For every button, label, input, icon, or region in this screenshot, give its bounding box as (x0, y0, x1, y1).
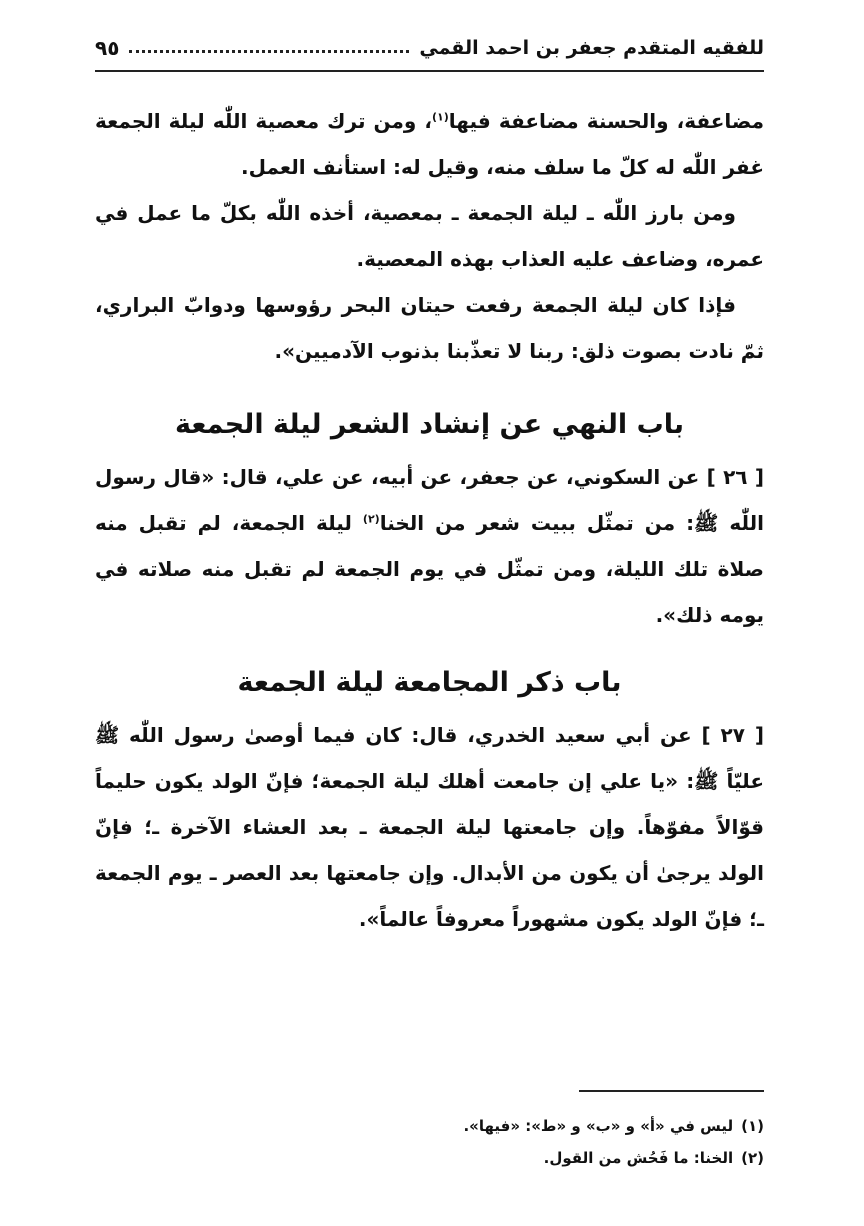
paragraph-text: ليلة الجمعة، لم تقبل منه صلاة تلك الليلة، ومن تمثّل في يوم الجمعة لم تقبل منه صلاته في يومه ذلك». (95, 511, 764, 627)
section-title: باب النهي عن إنشاد الشعر ليلة الجمعة (175, 409, 684, 440)
header-title: للفقيه المتقدم جعفر بن احمد القمي (419, 37, 764, 59)
hadith-paragraph (95, 454, 764, 638)
footnote-text: الخنا: ما فَحُش من القول. (543, 1149, 734, 1167)
page-number: ٩٥ (95, 36, 120, 60)
paragraph: فإذا كان ليلة الجمعة رفعت حيتان البحر رؤوسها ودوابّ البراري، ثمّ نادت بصوت ذلق: ربنا لا تعذّبنا بذنوب الآدميين». (95, 293, 764, 363)
footnote-separator (579, 1090, 764, 1092)
paragraph (95, 98, 764, 190)
paragraph-text: ، ومن ترك معصية اللّٰه ليلة الجمعة غفر اللّٰه له كلّ ما سلف منه، وقيل له: استأنف العمل. (95, 109, 764, 179)
footnote (95, 1142, 764, 1174)
footnote-text: ليس في «أ» و «ب» و «ط»: «فيها». (463, 1117, 734, 1135)
header-rule (95, 70, 764, 72)
footnote-marker: (٢) (362, 512, 380, 526)
section-title: باب ذكر المجامعة ليلة الجمعة (237, 667, 622, 698)
footnote (95, 1110, 764, 1142)
paragraph: ومن بارز اللّٰه ـ ليلة الجمعة ـ بمعصية، أخذه اللّٰه بكلّ ما عمل في عمره، وضاعف عليه العذاب بهذه المعصية. (95, 201, 764, 271)
footnotes (95, 1110, 764, 1174)
paragraph-text: [ ٢٦ ] عن السكوني، عن جعفر، عن أبيه، عن علي، قال: «قال رسول اللّٰه ﷺ: من تمثّل ببيت شعر من الخنا (95, 465, 764, 535)
footnote-number: (١) (741, 1117, 764, 1135)
paragraph-text: مضاعفة، والحسنة مضاعفة فيها (448, 109, 764, 133)
footnote-number: (٢) (741, 1149, 764, 1167)
running-header (95, 30, 764, 66)
main-text (95, 98, 764, 942)
hadith-paragraph: [ ٢٧ ] عن أبي سعيد الخدري، قال: كان فيما أوصىٰ رسول اللّٰه ﷺ عليّاً ﷺ: «يا علي إن جامعت أهلك ليلة الجمعة؛ فإنّ الولد يكون حليماً قوّالاً مفوّهاً. وإن جامعتها ليلة الجمعة ـ بعد العشاء الآخرة ـ؛ فإنّ الولد يرجىٰ أن يكون من الأبدال. وإن جامعتها بعد العصر ـ يوم الجمعة ـ؛ فإنّ الولد يكون مشهوراً معروفاً عالماً». (95, 723, 764, 931)
footnote-marker: (١) (432, 110, 449, 124)
header-leader-dots (129, 50, 409, 53)
